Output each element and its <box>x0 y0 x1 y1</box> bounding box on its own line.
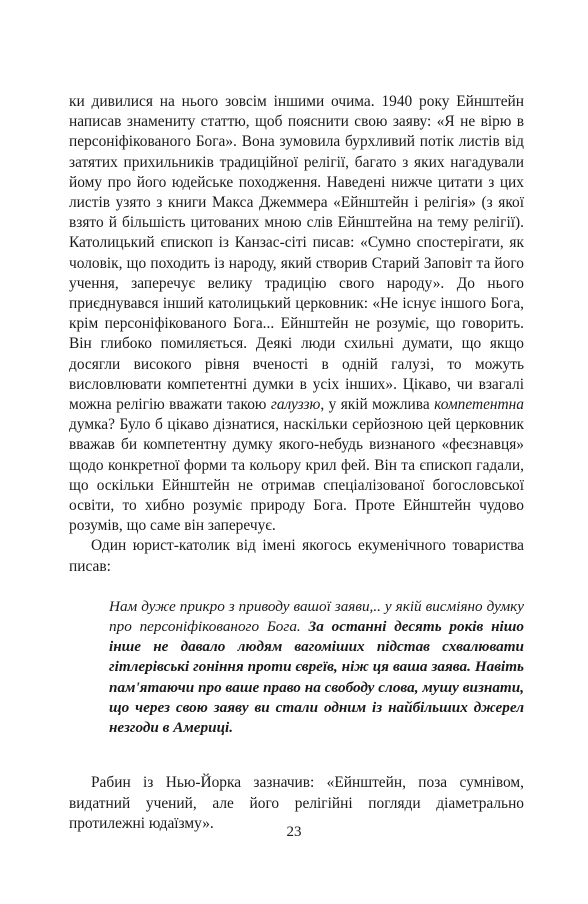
quote-text-bold: За останні десять років нішо інше не давало людям вагоміших підстав схвалювати гітлерівські гоніння проти євреїв, ніж ця ваша заява. Навіть пам'ятаючи про ваше право на свободу слова, мушу визнати, що через свою заяву ви стали одним із найбільших джерел незгоди в Америці. <box>109 618 525 737</box>
page-number: 23 <box>286 824 302 840</box>
emphasis-kompetentna: компетентна <box>434 396 524 414</box>
paragraph-text: думка? Було б цікаво дізнатися, наскільки серйозною цей церковник вважав би компетентну думку якого-небудь визнаного «феєзнавця» щодо конкретної форми та кольору крил фей. Він та єпископ гадали, що оскільки Ейнштейн не отримав спеціалізованої богословської освіти, то хибно розуміє природу Бога. Проте Ейнштейн чудово розумів, що саме він заперечує. <box>69 416 524 535</box>
paragraph-text: , у якій можлива <box>320 396 435 414</box>
quote-text: Нам дуже прикро з приводу вашої заяви,.. у якій висміяно думку про персоніфікованого Бога. <box>109 597 524 636</box>
page-body <box>69 92 524 834</box>
paragraph-einstein-letters <box>69 92 524 536</box>
paragraph-rabbi: Рабин із Нью-Йорка зазначив: «Ейнштейн, поза сумнівом, видатний учений, але його релігійні погляди діаметрально протилежні юдаїзму». <box>69 774 524 832</box>
paragraph-text: ки дивилися на нього зовсім іншими очима. 1940 року Ейнштейн написав знамениту статтю, щоб пояснити свою заяву: «Я не вірю в персоніфікованого Бога». Вона зумовила бурхливий потік листів від затятих прихильників традиційної релігії, багато з яких нагадували йому про його юдейське походження. Наведені нижче цитати з цих листів узято з книги Макса Джеммера «Ейнштейн і релігія» (з якої взято й більшість цитованих мною слів Ейнштейна на тему релігії). Католицький єпископ із Канзас-сіті писав: «Сумно спостерігати, як чоловік, що походить із народу, який створив Старий Заповіт та його учення, заперечує велику традицію свого народу». До нього приєднувався інший католицький церковник: «Не існує іншого Бога, крім персоніфікованого Бога... Ейнштейн не розуміє, що говорить. Він глибоко помиляється. Деякі люди схильні думати, що якщо досягли високого рівня вченості в одній галузі, то можуть висловлювати компетентні думки в усіх інших». Цікаво, чи взагалі можна релігію вважати такою <box>69 93 524 414</box>
block-quote <box>109 597 524 738</box>
emphasis-galuzzyu: галуззю <box>270 396 321 414</box>
paragraph-lawyer-intro: Один юрист-католик від імені якогось екуменічного товариства писав: <box>69 537 524 575</box>
